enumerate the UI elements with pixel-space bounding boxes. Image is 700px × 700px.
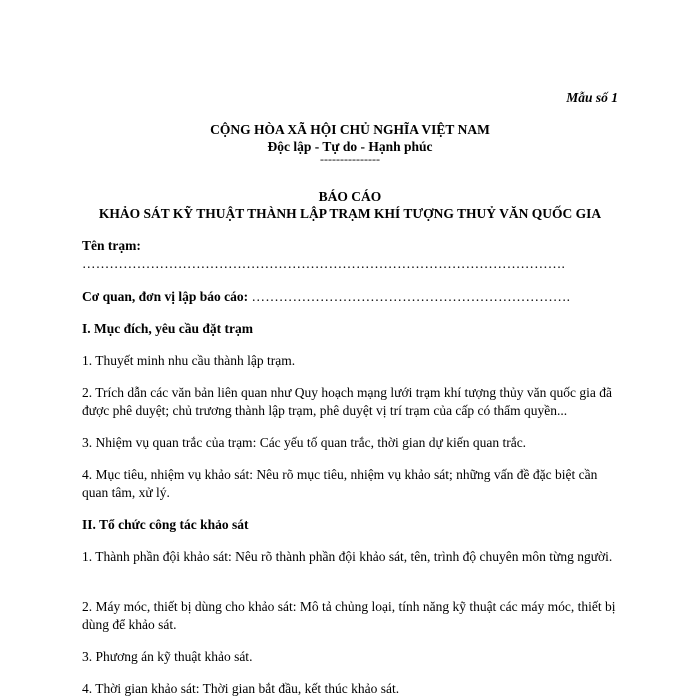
section2-item-4: 4. Thời gian khảo sát: Thời gian bắt đầu, kết thúc khảo sát. (82, 681, 400, 696)
section1-item-4: 4. Mục tiêu, nhiệm vụ khảo sát: Nêu rõ mục tiêu, nhiệm vụ khảo sát; những vấn đề đặc biệt cần quan tâm, xử lý. (82, 467, 598, 500)
header-divider: --------------- (320, 152, 380, 166)
section2-heading: II. Tổ chức công tác khảo sát (82, 517, 249, 532)
report-title-line2: KHẢO SÁT KỸ THUẬT THÀNH LẬP TRẠM KHÍ TƯỢNG THUỶ VĂN QUỐC GIA (98, 206, 602, 221)
section2-item-2: 2. Máy móc, thiết bị dùng cho khảo sát: Mô tả chủng loại, tính năng kỹ thuật các máy móc, thiết bị dùng để khảo sát. (82, 599, 616, 632)
national-header (0, 121, 700, 155)
section2-item-3: 3. Phương án kỹ thuật khảo sát. (82, 649, 253, 664)
agency-field (82, 288, 622, 306)
section1-item-1: 1. Thuyết minh nhu cầu thành lập trạm. (82, 353, 296, 368)
agency-label: Cơ quan, đơn vị lập báo cáo: (82, 289, 249, 304)
section1-item-2: 2. Trích dẫn các văn bản liên quan như Quy hoạch mạng lưới trạm khí tượng thủy văn quốc gia đã được phê duyệt; chủ trương thành lập trạm, phê duyệt vị trí trạm của cấp có thẩm quyền... (82, 385, 612, 418)
nation-name: CỘNG HÒA XÃ HỘI CHỦ NGHĨA VIỆT NAM (210, 122, 490, 137)
station-name-dots: ……………………………………………………………………………………………. (82, 256, 566, 271)
report-title (0, 188, 700, 222)
national-motto: Độc lập - Tự do - Hạnh phúc (267, 139, 433, 154)
section1-heading: I. Mục đích, yêu cầu đặt trạm (82, 321, 253, 336)
form-number: Mẫu số 1 (566, 90, 618, 105)
section2-item-1: 1. Thành phần đội khảo sát: Nêu rõ thành phần đội khảo sát, tên, trình độ chuyên môn từng người. (82, 549, 613, 564)
section1-item-3: 3. Nhiệm vụ quan trắc của trạm: Các yếu tố quan trắc, thời gian dự kiến quan trắc. (82, 435, 527, 450)
station-name-label: Tên trạm: (82, 238, 141, 253)
agency-dots: ……………………………………………………………. (251, 289, 571, 304)
report-title-line1: BÁO CÁO (318, 189, 382, 204)
